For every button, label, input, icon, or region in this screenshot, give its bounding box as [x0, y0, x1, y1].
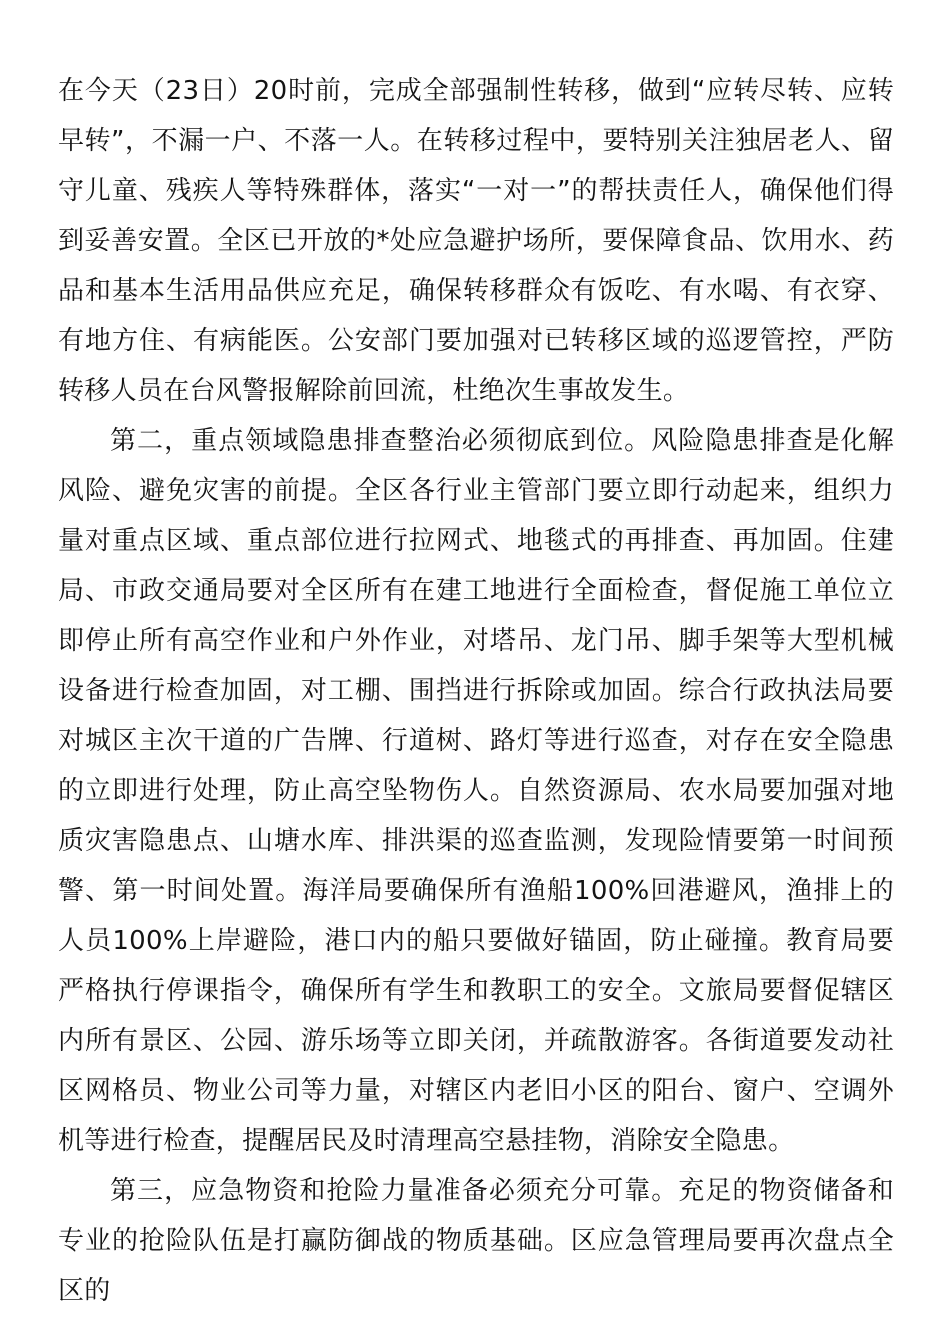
paragraph-evacuation: 在今天（23日）20时前，完成全部强制性转移，做到“应转尽转、应转早转”，不漏一户、不落一人。在转移过程中，要特别关注独居老人、留守儿童、残疾人等特殊群体，落实“一对一”的帮扶责任人，确保他们得到妥善安置。全区已开放的*处应急避护场所，要保障食品、饮用水、药品和基本生活用品供应充足，确保转移群众有饭吃、有水喝、有衣穿、有地方住、有病能医。公安部门要加强对已转移区域的巡逻管控，严防转移人员在台风警报解除前回流，杜绝次生事故发生。	[58, 76, 894, 406]
paragraph-emergency-supplies: 第三，应急物资和抢险力量准备必须充分可靠。充足的物资储备和专业的抢险队伍是打赢防御战的物质基础。区应急管理局要再次盘点全区的	[58, 1176, 894, 1306]
paragraph-hazard-inspection: 第二，重点领域隐患排查整治必须彻底到位。风险隐患排查是化解风险、避免灾害的前提。全区各行业主管部门要立即行动起来，组织力量对重点区域、重点部位进行拉网式、地毯式的再排查、再加固。住建局、市政交通局要对全区所有在建工地进行全面检查，督促施工单位立即停止所有高空作业和户外作业，对塔吊、龙门吊、脚手架等大型机械设备进行检查加固，对工棚、围挡进行拆除或加固。综合行政执法局要对城区主次干道的广告牌、行道树、路灯等进行巡查，对存在安全隐患的立即进行处理，防止高空坠物伤人。自然资源局、农水局要加强对地质灾害隐患点、山塘水库、排洪渠的巡查监测，发现险情要第一时间预警、第一时间处置。海洋局要确保所有渔船100%回港避风，渔排上的人员100%上岸避险，港口内的船只要做好锚固，防止碰撞。教育局要严格执行停课指令，确保所有学生和教职工的安全。文旅局要督促辖区内所有景区、公园、游乐场等立即关闭，并疏散游客。各街道要发动社区网格员、物业公司等力量，对辖区内老旧小区的阳台、窗户、空调外机等进行检查，提醒居民及时清理高空悬挂物，消除安全隐患。	[58, 426, 894, 1156]
document-body	[58, 66, 894, 1316]
